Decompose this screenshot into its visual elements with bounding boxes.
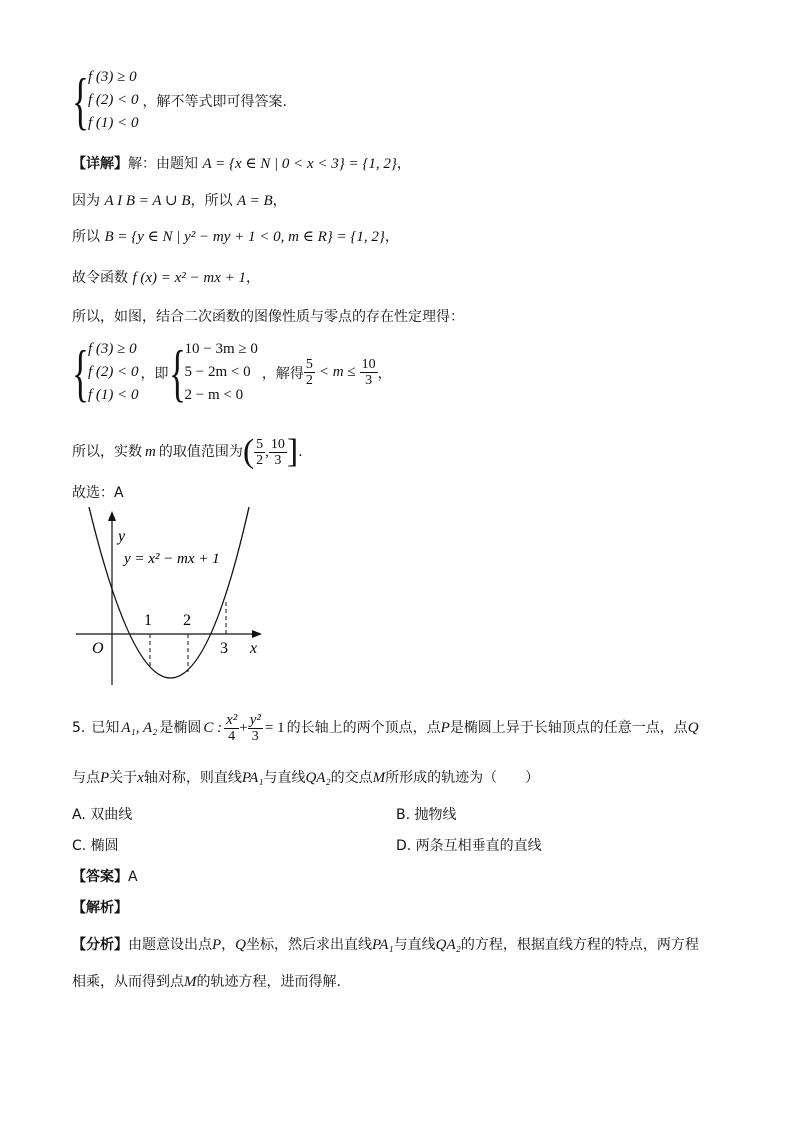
fraction-denominator: 4 <box>228 728 236 744</box>
combine-line: 所以，如图，结合二次函数的图像性质与零点的存在性定理得： <box>72 309 464 325</box>
function-line <box>72 268 260 288</box>
tick-label-1: 1 <box>144 612 152 629</box>
set-a-expr: A = {x ∈ N | 0 < x < 3} = {1, 2} <box>202 156 397 172</box>
choice-line: 故选：A <box>72 485 124 501</box>
comma: ， <box>384 229 399 245</box>
parabola-graph <box>72 507 272 692</box>
option-a[interactable]: A. 双曲线 <box>72 807 133 823</box>
q-text: 与直线 <box>263 770 306 786</box>
inequality-stack <box>88 66 139 135</box>
tick-label-3: 3 <box>220 640 228 657</box>
fraction-denominator: 2 <box>305 373 313 388</box>
range-line <box>72 432 303 472</box>
x-axis-label: x <box>250 640 258 657</box>
point-p: P <box>212 937 222 953</box>
question-number: 5. <box>72 720 86 736</box>
option-d[interactable]: D. 两条互相垂直的直线 <box>396 838 542 854</box>
ellipse-name: C : <box>203 720 223 736</box>
ineq-row: f (1) < 0 <box>88 387 139 403</box>
separator-comma: , <box>265 444 269 460</box>
point-m: M <box>372 770 386 786</box>
answer-value: A <box>128 869 138 885</box>
second-inequality-system <box>72 338 392 407</box>
q-text: 所形成的轨迹为（ ） <box>385 770 540 786</box>
ineq-row: 2 − m < 0 <box>184 387 244 403</box>
q-text: 轴对称，则直线 <box>143 770 242 786</box>
fraction-numerator: 5 <box>305 357 313 372</box>
q-text: 是椭圆上异于长轴顶点的任意一点，点 <box>449 720 688 736</box>
point-p: P <box>440 720 450 736</box>
m-inequality: < m ≤ <box>318 364 356 380</box>
a-text: 坐标，然后求出直线 <box>246 937 373 953</box>
comma: ， <box>246 270 261 286</box>
q-text: 与点 <box>72 770 100 786</box>
question-5-line-1 <box>72 708 699 748</box>
plus-sign: + <box>239 720 248 736</box>
point-q: Q <box>235 937 247 953</box>
a-text: 与直线 <box>393 937 436 953</box>
because-mid: ，所以 <box>190 193 233 209</box>
comma: ， <box>396 156 411 172</box>
x-fraction <box>224 713 239 744</box>
fraction-numerator: x² <box>226 711 238 728</box>
a-text: ， <box>221 937 236 953</box>
point-p: P <box>100 770 110 786</box>
comma: ， <box>377 365 392 382</box>
answer-line <box>72 867 138 887</box>
y-fraction <box>248 713 263 744</box>
q-text: 的交点 <box>330 770 373 786</box>
tick-label-2: 2 <box>183 612 191 629</box>
system-mid-text: ，即 <box>140 365 169 382</box>
ineq-row: f (2) < 0 <box>88 364 139 380</box>
point-m: M <box>184 974 197 990</box>
q-text: 关于 <box>109 770 138 786</box>
fraction-numerator: 5 <box>256 436 264 452</box>
range-upper-fraction <box>269 437 287 468</box>
a-text: 的轨迹方程，进而得解. <box>196 974 341 990</box>
a-equals-b: A = B <box>236 193 273 209</box>
answer-tag: 【答案】 <box>72 869 128 885</box>
q-text: 已知 <box>91 720 120 736</box>
y-axis-label: y <box>118 528 126 545</box>
variable-m: m <box>145 444 156 460</box>
range-mid: 的取值范围为 <box>158 444 243 460</box>
because-line <box>72 191 287 211</box>
ineq-row: 10 − 3m ≥ 0 <box>184 341 258 357</box>
upper-bound-fraction <box>360 357 378 388</box>
line-qa2: QA₂ <box>435 937 461 953</box>
inequality-stack-left <box>88 338 139 407</box>
detail-intro: 解：由题知 <box>128 156 198 172</box>
fraction-denominator: 2 <box>256 452 264 468</box>
fraction-numerator: 10 <box>270 436 285 452</box>
detail-line <box>72 154 411 174</box>
ineq-row: f (2) < 0 <box>88 92 139 108</box>
q-text: 是椭圆 <box>159 720 202 736</box>
left-brace: { <box>72 64 89 136</box>
analysis-sub-tag: 【分析】 <box>72 937 128 953</box>
left-brace: { <box>168 336 186 408</box>
line-pa1: PA₁ <box>372 937 394 953</box>
vertex-points: A₁, A₂ <box>121 720 158 736</box>
analysis-line-1 <box>72 935 699 955</box>
option-b[interactable]: B. 抛物线 <box>396 807 457 823</box>
ineq-row: 5 − 2m < 0 <box>184 364 251 380</box>
range-prefix: 所以，实数 <box>72 444 142 460</box>
ineq-row: f (1) < 0 <box>88 115 139 131</box>
top-inequality-system <box>72 66 287 135</box>
fraction-denominator: 3 <box>274 452 282 468</box>
right-bracket: ] <box>286 433 299 470</box>
comma: ， <box>272 193 287 209</box>
function-prefix: 故令函数 <box>72 270 128 286</box>
a-text: 相乘，从而得到点 <box>72 974 184 990</box>
lower-bound-fraction <box>304 357 315 388</box>
point-q: Q <box>687 720 699 736</box>
left-paren: ( <box>242 433 255 470</box>
fraction-denominator: 3 <box>365 373 373 388</box>
equation-end: = 1 <box>264 720 285 736</box>
fraction-numerator: 10 <box>361 357 376 372</box>
detail-tag: 【详解】 <box>72 156 128 172</box>
inequality-stack-right <box>185 338 258 407</box>
set-equality-expr: A I B = A ∪ B <box>104 193 191 209</box>
a-text: 的方程，根据直线方程的特点，两方程 <box>460 937 699 953</box>
set-b-expr: B = {y ∈ N | y² − my + 1 < 0, m ∈ R} = {1, 2} <box>104 229 385 245</box>
ineq-row: f (3) ≥ 0 <box>88 341 137 357</box>
a-text: 由题意设出点 <box>128 937 212 953</box>
q-text: 的长轴上的两个顶点，点 <box>286 720 441 736</box>
equation-label: y = x² − mx + 1 <box>124 551 220 567</box>
fraction-denominator: 3 <box>251 728 259 744</box>
set-b-line <box>72 227 399 247</box>
option-c[interactable]: C. 椭圆 <box>72 838 119 854</box>
ineq-row: f (3) ≥ 0 <box>88 69 137 85</box>
line-pa1: PA₁ <box>241 770 264 786</box>
range-lower-fraction <box>254 437 265 468</box>
line-qa2: QA₂ <box>305 770 331 786</box>
so-prefix: 所以 <box>72 229 100 245</box>
question-5-line-2 <box>72 768 539 788</box>
analysis-line-2 <box>72 972 341 992</box>
x-axis-var: x <box>137 770 144 786</box>
function-expr: f (x) = x² − mx + 1 <box>132 270 247 286</box>
because-prefix: 因为 <box>72 193 100 209</box>
analysis-tag: 【解析】 <box>72 900 128 916</box>
x-axis-arrow <box>252 630 262 638</box>
solve-text: ，解得 <box>261 365 304 382</box>
origin-label: O <box>92 640 104 657</box>
left-brace: { <box>72 336 89 408</box>
y-axis-arrow <box>108 511 116 521</box>
period: . <box>298 444 303 460</box>
system-suffix: ，解不等式即可得答案. <box>142 93 287 110</box>
fraction-numerator: y² <box>249 711 261 728</box>
